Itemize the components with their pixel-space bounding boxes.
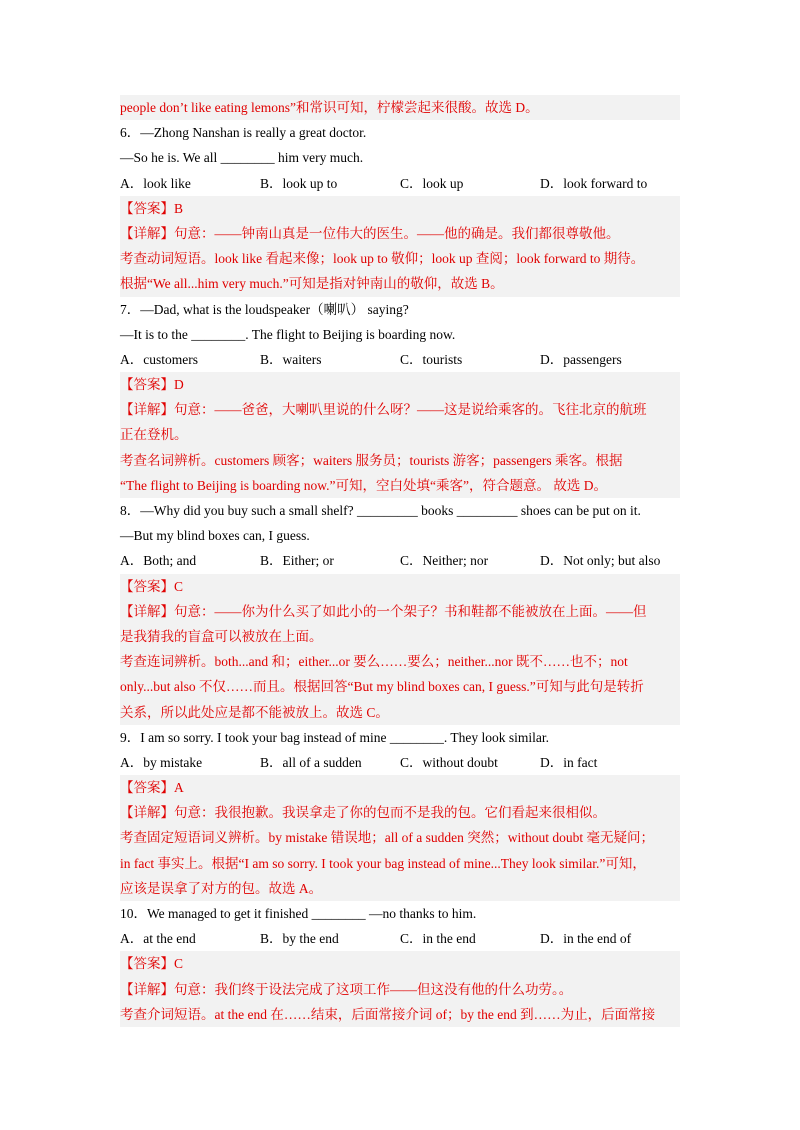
explanation-line: 【详解】句意：——钟南山真是一位伟大的医生。——他的确是。我们都很尊敬他。 [120,225,620,241]
explanation-line: 考查连词辨析。both...and 和；either...or 要么……要么；neither...nor 既不……也不；not [120,654,628,670]
answer-label: 【答案】C [120,578,184,594]
answer-block-previous [120,95,680,120]
option-d: D．in the end of [540,931,632,947]
explanation-line: 考查名词辨析。customers 顾客；waiters 服务员；tourists 游客；passengers 乘客。根据 [120,452,623,468]
answer-label: 【答案】C [120,956,184,972]
answer-block [120,574,680,725]
options-row [120,926,680,951]
answer-block [120,196,680,297]
options-row [120,347,680,372]
explanation-line: 【详解】句意：我很抱歉。我误拿走了你的包而不是我的包。它们看起来很相似。 [120,805,606,821]
question-line: 10．We managed to get it finished ________ —no thanks to him. [120,906,477,921]
option-a: A．customers [120,351,198,367]
answer-label: 【答案】D [120,377,184,393]
explanation-line: only...but also 不仅……而且。根据回答“But my blind boxes can, I guess.”可知与此句是转折 [120,679,644,695]
explanation-line: 根据“We all...him very much.”可知是指对钟南山的敬仰，故选 B。 [120,276,504,292]
explanation-line: 应该是误拿了对方的包。故选 A。 [120,880,323,896]
question-6 [120,120,680,296]
option-a: A．at the end [120,931,196,947]
explanation-line: 【详解】句意：——你为什么买了如此小的一个架子？书和鞋都不能被放在上面。——但 [120,603,647,619]
explanation-line: 考查介词短语。at the end 在……结束，后面常接介词 of；by the end 到……为止，后面常接 [120,1006,656,1022]
answer-label: 【答案】B [120,200,184,216]
question-line: 9．I am so sorry. I took your bag instead of mine ________. They look similar. [120,729,549,745]
option-b: B．waiters [260,351,322,367]
option-a: A．by mistake [120,754,203,770]
answer-block [120,372,680,498]
explanation-line: 是我猜我的盲盒可以被放在上面。 [120,628,323,644]
options-row [120,171,680,196]
answer-block [120,951,680,1027]
options-row [120,750,680,775]
explanation-line: 正在登机。 [120,427,188,443]
question-8 [120,498,680,725]
option-b: B．Either; or [260,553,334,569]
explanation-line: in fact 事实上。根据“I am so sorry. I took your bag instead of mine...They look similar.”可知， [120,855,646,871]
question-line: 6．—Zhong Nanshan is really a great doctor. [120,125,367,141]
option-d: D．in fact [540,754,598,770]
document-page [120,95,680,1027]
option-b: B．by the end [260,931,339,947]
explanation-line: 【详解】句意：——爸爸，大喇叭里说的什么呀？——这是说给乘客的。飞往北京的航班 [120,402,647,418]
question-line: —It is to the ________. The flight to Beijing is boarding now. [120,326,456,342]
options-row [120,548,680,573]
explanation-line: 考查动词短语。look like 看起来像；look up to 敬仰；look up 查阅；look forward to 期待。 [120,251,645,267]
question-7 [120,297,680,499]
question-line: 7．—Dad, what is the loudspeaker（喇叭） saying? [120,301,409,317]
option-a: A．Both; and [120,553,197,569]
question-line: 8．—Why did you buy such a small shelf? _________ books _________ shoes can be put on it. [120,503,641,518]
option-d: D．Not only; but also [540,553,661,569]
explanation-line: 考查固定短语词义辨析。by mistake 错误地；all of a sudden 突然；without doubt 毫无疑问； [120,830,654,846]
option-d: D．passengers [540,351,622,367]
option-d: D．look forward to [540,175,648,191]
question-line: —But my blind boxes can, I guess. [120,528,310,544]
question-10 [120,901,680,1027]
answer-label: 【答案】A [120,780,184,796]
option-a: A．look like [120,175,191,191]
explanation-line: “The flight to Beijing is boarding now.”可知，空白处填“乘客”，符合题意。 故选 D。 [120,477,607,493]
option-b: B．all of a sudden [260,754,362,770]
option-c: C．tourists [400,351,463,367]
option-c: C．without doubt [400,754,498,770]
explanation-line: 【详解】句意：我们终于设法完成了这项工作——但这没有他的什么功劳。。 [120,981,573,997]
option-c: C．in the end [400,931,476,947]
answer-block [120,775,680,901]
explanation-line: 关系，所以此处应是都不能被放上。故选 C。 [120,704,389,720]
option-b: B．look up to [260,175,338,191]
question-9 [120,725,680,901]
option-c: C．look up [400,175,464,191]
question-line: —So he is. We all ________ him very much. [120,150,364,166]
option-c: C．Neither; nor [400,553,489,569]
explanation-line: people don’t like eating lemons”和常识可知，柠檬尝起来很酸。故选 D。 [120,100,539,115]
